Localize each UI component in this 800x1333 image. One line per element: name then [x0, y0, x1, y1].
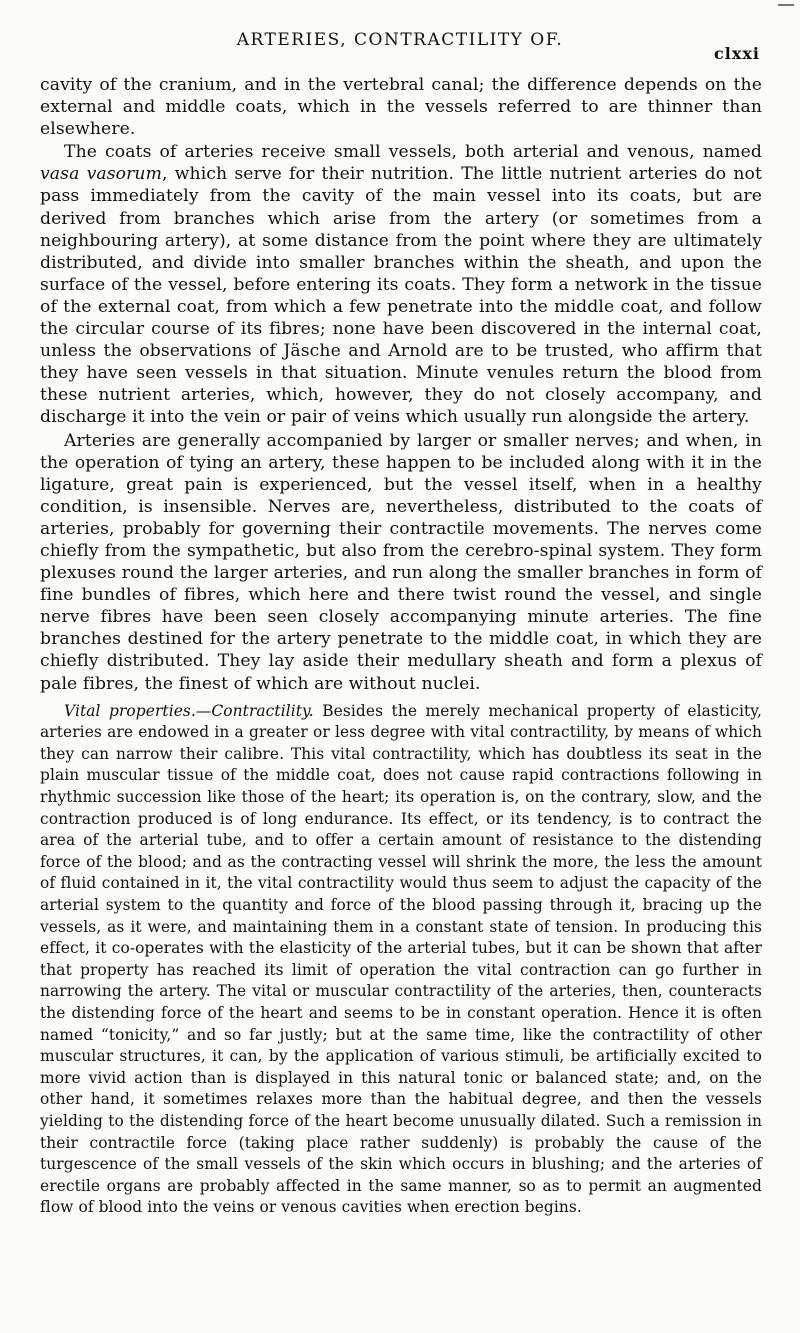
paragraph-vital-properties: [40, 701, 762, 1219]
margin-mark: [778, 4, 794, 6]
running-title: ARTERIES, CONTRACTILITY OF.: [236, 30, 564, 50]
body-text: [40, 74, 762, 1220]
page-number: clxxi: [714, 44, 760, 63]
paragraph-nerves: [40, 430, 762, 695]
paragraph-lead: The coats of arteries receive small vessels, both arterial and venous, named: [64, 142, 762, 163]
latin-term: vasa vasorum: [40, 164, 162, 185]
paragraph-text: , which serve for their nutrition. The little nutrient arteries do not pass immediately from the cavity of the main vessel into its coats, but are derived from branches which arise from the artery (or sometimes from a neighbouring artery), at some distance from the point where they are ultimately distributed, and divide into smaller branches within the sheath, and upon the surface of the vessel, before entering its coats. They form a network in the tissue of the external coat, from which a few penetrate into the middle coat, and follow the circular course of its fibres; none have been discovered in the internal coat, unless the observations of Jäsche and Arnold are to be trusted, who affirm that they have seen vessels in that situation. Minute venules return the blood from these nutrient arteries, which, however, they do not closely accompany, and discharge it into the vein or pair of veins which usually run alongside the artery.: [40, 164, 762, 428]
paragraph-text: Besides the merely mechanical property of elasticity, arteries are endowed in a greater or less degree with vital contractility, by means of which they can narrow their calibre. This vital contractility, which has doubtless its seat in the plain muscular tissue of the middle coat, does not cause rapid contractions following in rhythmic succession like those of the heart; its operation is, on the contrary, slow, and the contraction produced is of long endurance. Its effect, or its tendency, is to contract the area of the arterial tube, and to offer a certain amount of resistance to the distending force of the blood; and as the contracting vessel will shrink the more, the less the amount of fluid contained in it, the vital contractility would thus seem to adjust the capacity of the arterial system to the quantity and force of the blood passing through it, bracing up the vessels, as it were, and maintaining them in a constant state of tension. In producing this effect, it co-operates with the elasticity of the arterial tubes, but it can be shown that after that property has reached its limit of operation the vital contraction can go further in narrowing the artery. The vital or muscular contractility of the arteries, then, counteracts the distending force of the heart and seems to be in constant operation. Hence it is often named “tonicity,” and so far justly; but at the same time, like the contractility of other muscular structures, it can, by the application of various stimuli, be artificially excited to more vivid action than is displayed in this natural tonic or balanced state; and, on the other hand, it sometimes relaxes more than the habitual degree, and then the vessels yielding to the distending force of the heart become unusually dilated. Such a remission in their contractile force (taking place rather suddenly) is probably the cause of the turgescence of the small vessels of the skin which occurs in blushing; and the arteries of erectile organs are probably affected in the same manner, so as to permit an augmented flow of blood into the veins or venous cavities when erection begins.: [40, 701, 762, 1217]
paragraph-vasa-vasorum: [40, 141, 762, 428]
paragraph-text: cavity of the cranium, and in the vertebral canal; the difference depends on the external and middle coats, which in the vessels referred to are thinner than elsewhere.: [40, 75, 762, 140]
running-head: [40, 30, 760, 63]
paragraph-continuation: [40, 74, 762, 140]
section-heading: Vital properties.—Contractility.: [64, 701, 314, 720]
paragraph-text: Arteries are generally accompanied by larger or smaller nerves; and when, in the operation of tying an artery, these happen to be included along with it in the ligature, great pain is experienced, but the vessel itself, when in a healthy condition, is insensible. Nerves are, nevertheless, distributed to the coats of arteries, probably for governing their contractile movements. The nerves come chiefly from the sympathetic, but also from the cerebro-spinal system. They form plexuses round the larger arteries, and run along the smaller branches in form of fine bundles of fibres, which here and there twist round the vessel, and single nerve fibres have been seen closely accompanying minute arteries. The fine branches destined for the artery penetrate to the middle coat, in which they are chiefly distributed. They lay aside their medullary sheath and form a plexus of pale fibres, the finest of which are without nuclei.: [40, 430, 762, 694]
